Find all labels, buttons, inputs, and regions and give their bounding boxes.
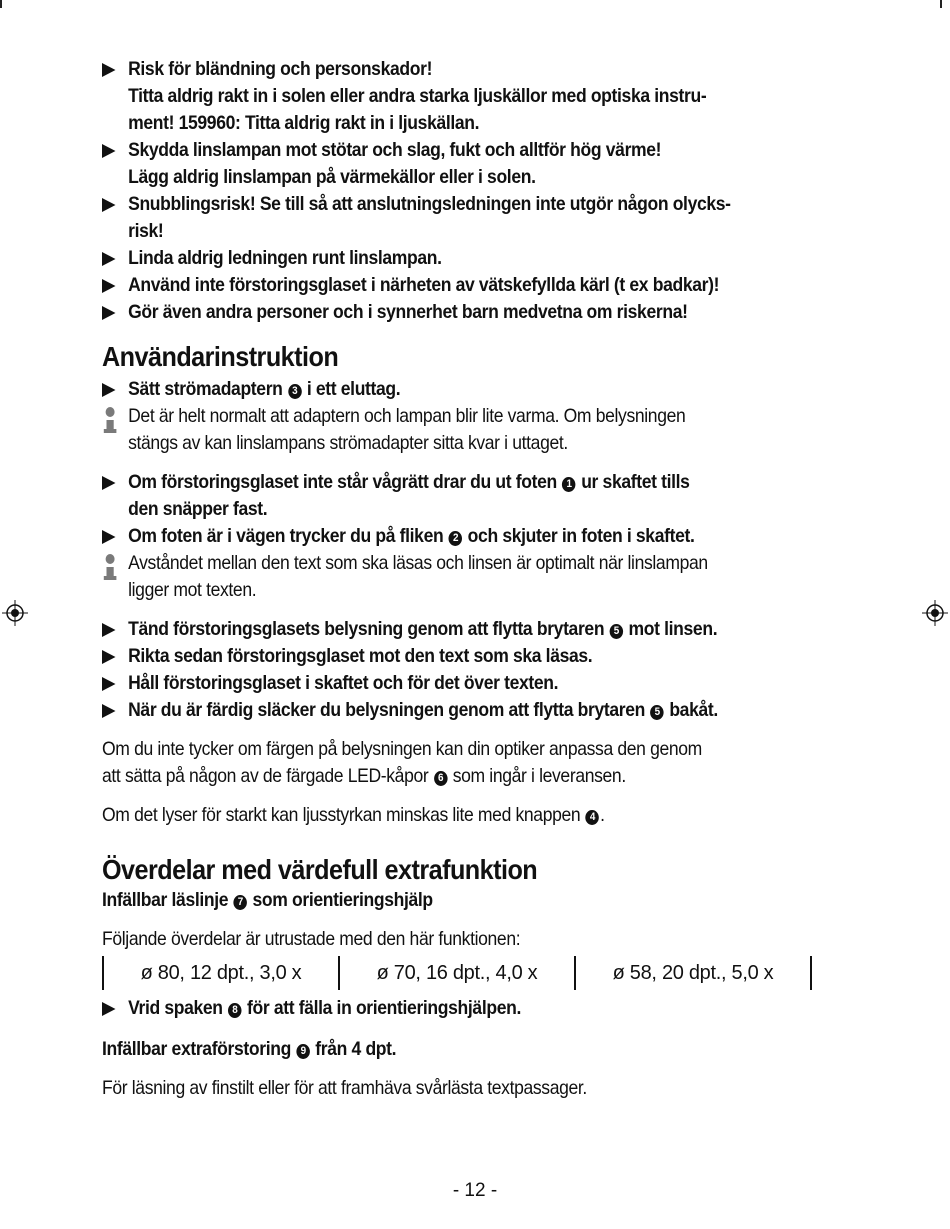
info-line: Avståndet mellan den text som ska läsas och linsen är optimalt när linslampan [128, 552, 708, 574]
paragraph-text: som ingår i leveransen. [448, 765, 626, 787]
step-text: och skjuter in foten i skaftet. [463, 525, 695, 547]
crop-mark-top-left [0, 0, 2, 8]
warning-line: Snubblingsrisk! Se till så att anslutningsledningen inte utgör någon olycks- [128, 193, 731, 215]
warning-list [102, 56, 811, 326]
model-table [102, 955, 812, 991]
number-badge: 4 [586, 810, 600, 825]
warning-item [102, 191, 811, 245]
bullet-arrow-icon [102, 252, 116, 266]
bullet-arrow-icon [102, 677, 116, 691]
warning-line: Linda aldrig ledningen runt linslampan. [128, 247, 442, 269]
paragraph-text: att sätta på någon av de färgade LED-kåpor [102, 765, 433, 787]
step-text: När du är färdig släcker du belysningen genom att flytta brytaren [128, 699, 650, 721]
bullet-arrow-icon [102, 650, 116, 664]
number-badge: 3 [288, 384, 302, 399]
paragraph-text: . [600, 804, 605, 826]
step-text: Om förstoringsglaset inte står vågrätt drar du ut foten [128, 471, 562, 493]
table-cell: ø 58, 20 dpt., 5,0 x [574, 956, 812, 990]
step-text: Sätt strömadaptern [128, 378, 288, 400]
paragraph-fine-print: För läsning av finstilt eller för att framhäva svårlästa textpassager. [102, 1077, 587, 1099]
instruction-step [102, 643, 811, 670]
instruction-step [102, 616, 811, 643]
number-badge: 8 [228, 1003, 241, 1018]
subheading-text: Infällbar extraförstoring [102, 1038, 296, 1060]
bullet-arrow-icon [102, 63, 116, 77]
warning-line: Använd inte förstoringsglaset i närheten av vätskefyllda kärl (t ex badkar)! [128, 274, 720, 296]
instruction-step [102, 523, 811, 550]
warning-item [102, 137, 811, 191]
instructions-block [102, 376, 811, 829]
step-text: Rikta sedan förstoringsglaset mot den text som ska läsas. [128, 645, 593, 667]
paragraph-line: Om du inte tycker om färgen på belysningen kan din optiker anpassa den genom [102, 738, 702, 760]
warning-line: Gör även andra personer och i synnerhet barn medvetna om riskerna! [128, 301, 688, 323]
step-text: för att fälla in orientieringshjälpen. [242, 997, 521, 1019]
instruction-step [102, 697, 811, 724]
info-note [102, 550, 811, 604]
subheading-text: som orientieringshjälp [247, 889, 433, 911]
warning-item [102, 299, 811, 326]
warning-line: ment! 159960: Titta aldrig rakt in i ljuskällan. [128, 112, 480, 134]
info-icon [104, 407, 117, 437]
info-line: ligger mot texten. [128, 579, 257, 601]
number-badge: 5 [650, 705, 664, 720]
step-text: bakåt. [664, 699, 718, 721]
section-heading-extra-functions: Överdelar med värdefull extrafunktion [102, 854, 538, 885]
section2-body-continued [102, 995, 811, 1022]
bullet-arrow-icon [102, 623, 116, 637]
info-note [102, 403, 811, 457]
bullet-arrow-icon [102, 530, 116, 544]
page-content [102, 56, 812, 1102]
paragraph-text: Om det lyser för starkt kan ljusstyrkan minskas lite med knappen [102, 804, 585, 826]
bullet-arrow-icon [102, 144, 116, 158]
number-badge: 2 [449, 531, 463, 546]
info-line: stängs av kan linslampans strömadapter sitta kvar i uttaget. [128, 432, 568, 454]
instruction-step [102, 995, 811, 1022]
warning-line: Lägg aldrig linslampan på värmekällor eller i solen. [128, 166, 536, 188]
paragraph-brightness [102, 802, 811, 829]
table-cell: ø 80, 12 dpt., 3,0 x [102, 956, 338, 990]
instruction-step [102, 376, 811, 403]
instruction-step [102, 469, 811, 523]
subheading-text: från 4 dpt. [310, 1038, 397, 1060]
instruction-step [102, 670, 811, 697]
info-icon [104, 554, 117, 584]
step-text: Tänd förstoringsglasets belysning genom att flytta brytaren [128, 618, 609, 640]
bullet-arrow-icon [102, 383, 116, 397]
bullet-arrow-icon [102, 704, 116, 718]
warning-item [102, 245, 811, 272]
paragraph-led-caps [102, 736, 811, 790]
number-badge: 6 [434, 771, 448, 786]
subheading-reading-line [102, 887, 811, 914]
registration-mark-left [2, 600, 28, 626]
bullet-arrow-icon [102, 1002, 116, 1016]
warning-item [102, 272, 811, 299]
step-text: i ett eluttag. [302, 378, 401, 400]
number-badge: 7 [234, 895, 248, 910]
info-line: Det är helt normalt att adaptern och lampan blir lite varma. Om belysningen [128, 405, 686, 427]
subheading-extra-magnifier [102, 1036, 811, 1063]
step-text: den snäpper fast. [128, 498, 268, 520]
registration-mark-right [922, 600, 948, 626]
warning-line: Risk för bländning och personskador! [128, 58, 433, 80]
warning-line: Skydda linslampan mot stötar och slag, fukt och alltför hög värme! [128, 139, 662, 161]
bullet-arrow-icon [102, 198, 116, 212]
number-badge: 9 [296, 1044, 310, 1059]
bullet-arrow-icon [102, 476, 116, 490]
crop-mark-top-right [940, 0, 942, 8]
subheading-text: Infällbar läslinje [102, 889, 233, 911]
step-text: Vrid spaken [128, 997, 228, 1019]
section2-body-end [102, 1075, 811, 1102]
warning-item [102, 56, 811, 137]
page-number: - 12 - [452, 1180, 498, 1201]
step-text: Håll förstoringsglaset i skaftet och för det över texten. [128, 672, 559, 694]
table-cell: ø 70, 16 dpt., 4,0 x [338, 956, 574, 990]
paragraph-features: Följande överdelar är utrustade med den här funktionen: [102, 928, 521, 950]
step-text: ur skaftet tills [576, 471, 690, 493]
section-heading-user-instructions: Användarinstruktion [102, 341, 339, 372]
step-text: mot linsen. [624, 618, 718, 640]
step-text: Om foten är i vägen trycker du på fliken [128, 525, 448, 547]
section2-body [102, 926, 811, 953]
warning-line: Titta aldrig rakt in i solen eller andra starka ljuskällor med optiska instru- [128, 85, 707, 107]
bullet-arrow-icon [102, 306, 116, 320]
bullet-arrow-icon [102, 279, 116, 293]
number-badge: 1 [562, 477, 576, 492]
number-badge: 5 [610, 624, 624, 639]
warning-line: risk! [128, 220, 164, 242]
